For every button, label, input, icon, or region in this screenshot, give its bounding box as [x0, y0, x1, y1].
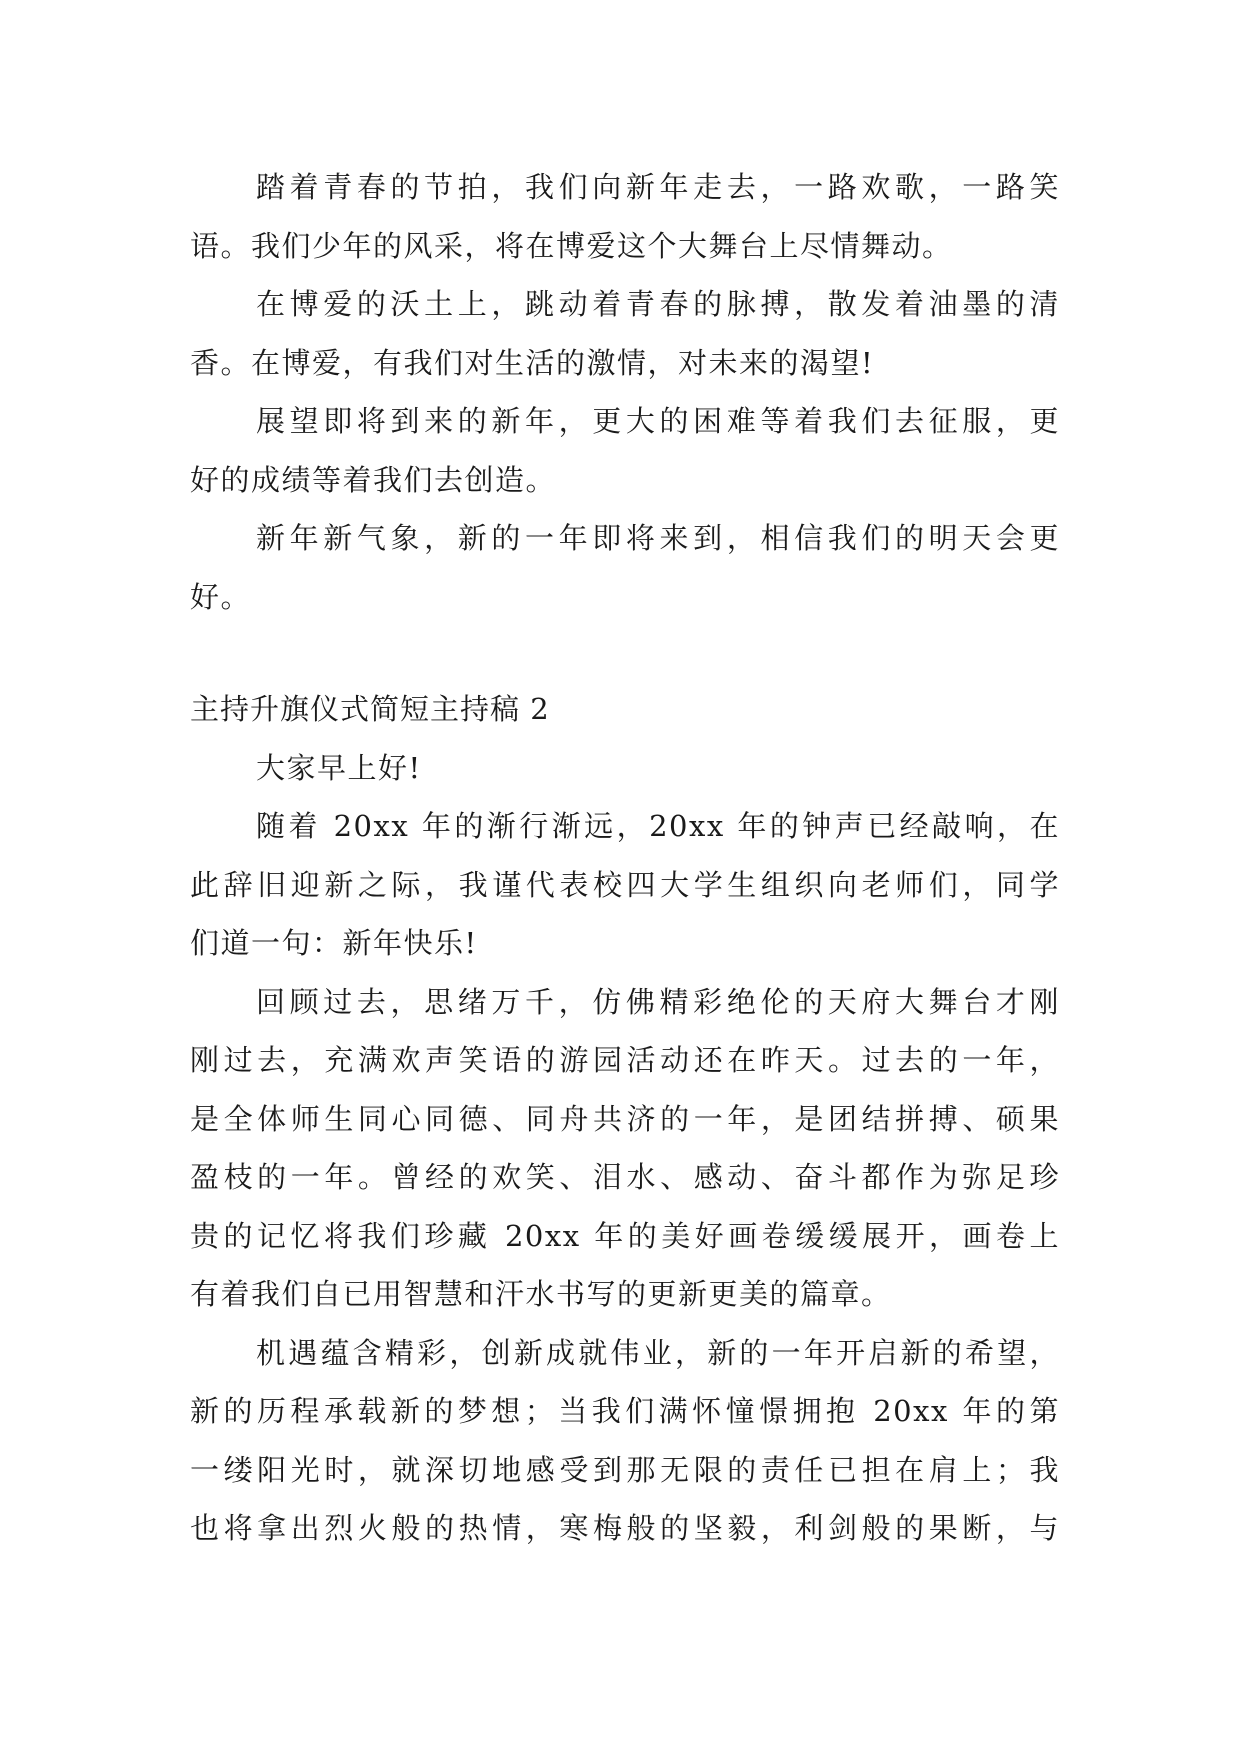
paragraph-line: 语。我们少年的风采，将在博爱这个大舞台上尽情舞动。: [190, 228, 953, 263]
paragraph-line: 踏着青春的节拍，我们向新年走去，一路欢歌，一路笑: [256, 170, 1060, 204]
paragraph-line: 贵的记忆将我们珍藏 20xx 年的美好画卷缓缓展开，画卷上: [190, 1218, 1060, 1253]
paragraph-line: 随着 20xx 年的渐行渐远，20xx 年的钟声已经敲响，在: [256, 809, 1060, 843]
paragraph-line: 回顾过去，思绪万千，仿佛精彩绝伦的天府大舞台才刚: [256, 984, 1060, 1019]
greeting-line: 大家早上好!: [256, 750, 422, 785]
paragraph-line: 一缕阳光时，就深切地感受到那无限的责任已担在肩上；我: [190, 1452, 1060, 1487]
paragraph-line: 是全体师生同心同德、同舟共济的一年，是团结拼搏、硕果: [190, 1101, 1060, 1136]
paragraph-line: 机遇蕴含精彩，创新成就伟业，新的一年开启新的希望，: [256, 1335, 1060, 1370]
paragraph-line: 此辞旧迎新之际，我谨代表校四大学生组织向老师们，同学: [190, 867, 1060, 902]
section-title: 主持升旗仪式简短主持稿 2: [190, 692, 550, 726]
paragraph-line: 在博爱的沃土上，跳动着青春的脉搏，散发着油墨的清: [256, 287, 1060, 321]
paragraph-line: 好的成绩等着我们去创造。: [190, 462, 557, 497]
document-page: [190, 158, 1060, 1558]
paragraph-line: 盈枝的一年。曾经的欢笑、泪水、感动、奋斗都作为弥足珍: [190, 1160, 1060, 1194]
paragraph-line: 刚过去，充满欢声笑语的游园活动还在昨天。过去的一年，: [190, 1043, 1060, 1077]
section-gap: [190, 626, 1060, 680]
paragraph-line: 有着我们自已用智慧和汗水书写的更新更美的篇章。: [190, 1277, 892, 1311]
paragraph-line: 新年新气象，新的一年即将来到，相信我们的明天会更: [256, 521, 1060, 555]
paragraph-line: 香。在博爱，有我们对生活的激情，对未来的渴望!: [190, 345, 875, 380]
paragraph-line: 好。: [190, 579, 252, 614]
paragraph-line: 展望即将到来的新年，更大的困难等着我们去征服，更: [256, 404, 1060, 438]
paragraph-line: 新的历程承载新的梦想；当我们满怀憧憬拥抱 20xx 年的第: [190, 1394, 1060, 1428]
paragraph-line: 也将拿出烈火般的热情，寒梅般的坚毅，利剑般的果断，与: [190, 1511, 1060, 1545]
paragraph-line: 们道一句：新年快乐!: [190, 926, 478, 960]
